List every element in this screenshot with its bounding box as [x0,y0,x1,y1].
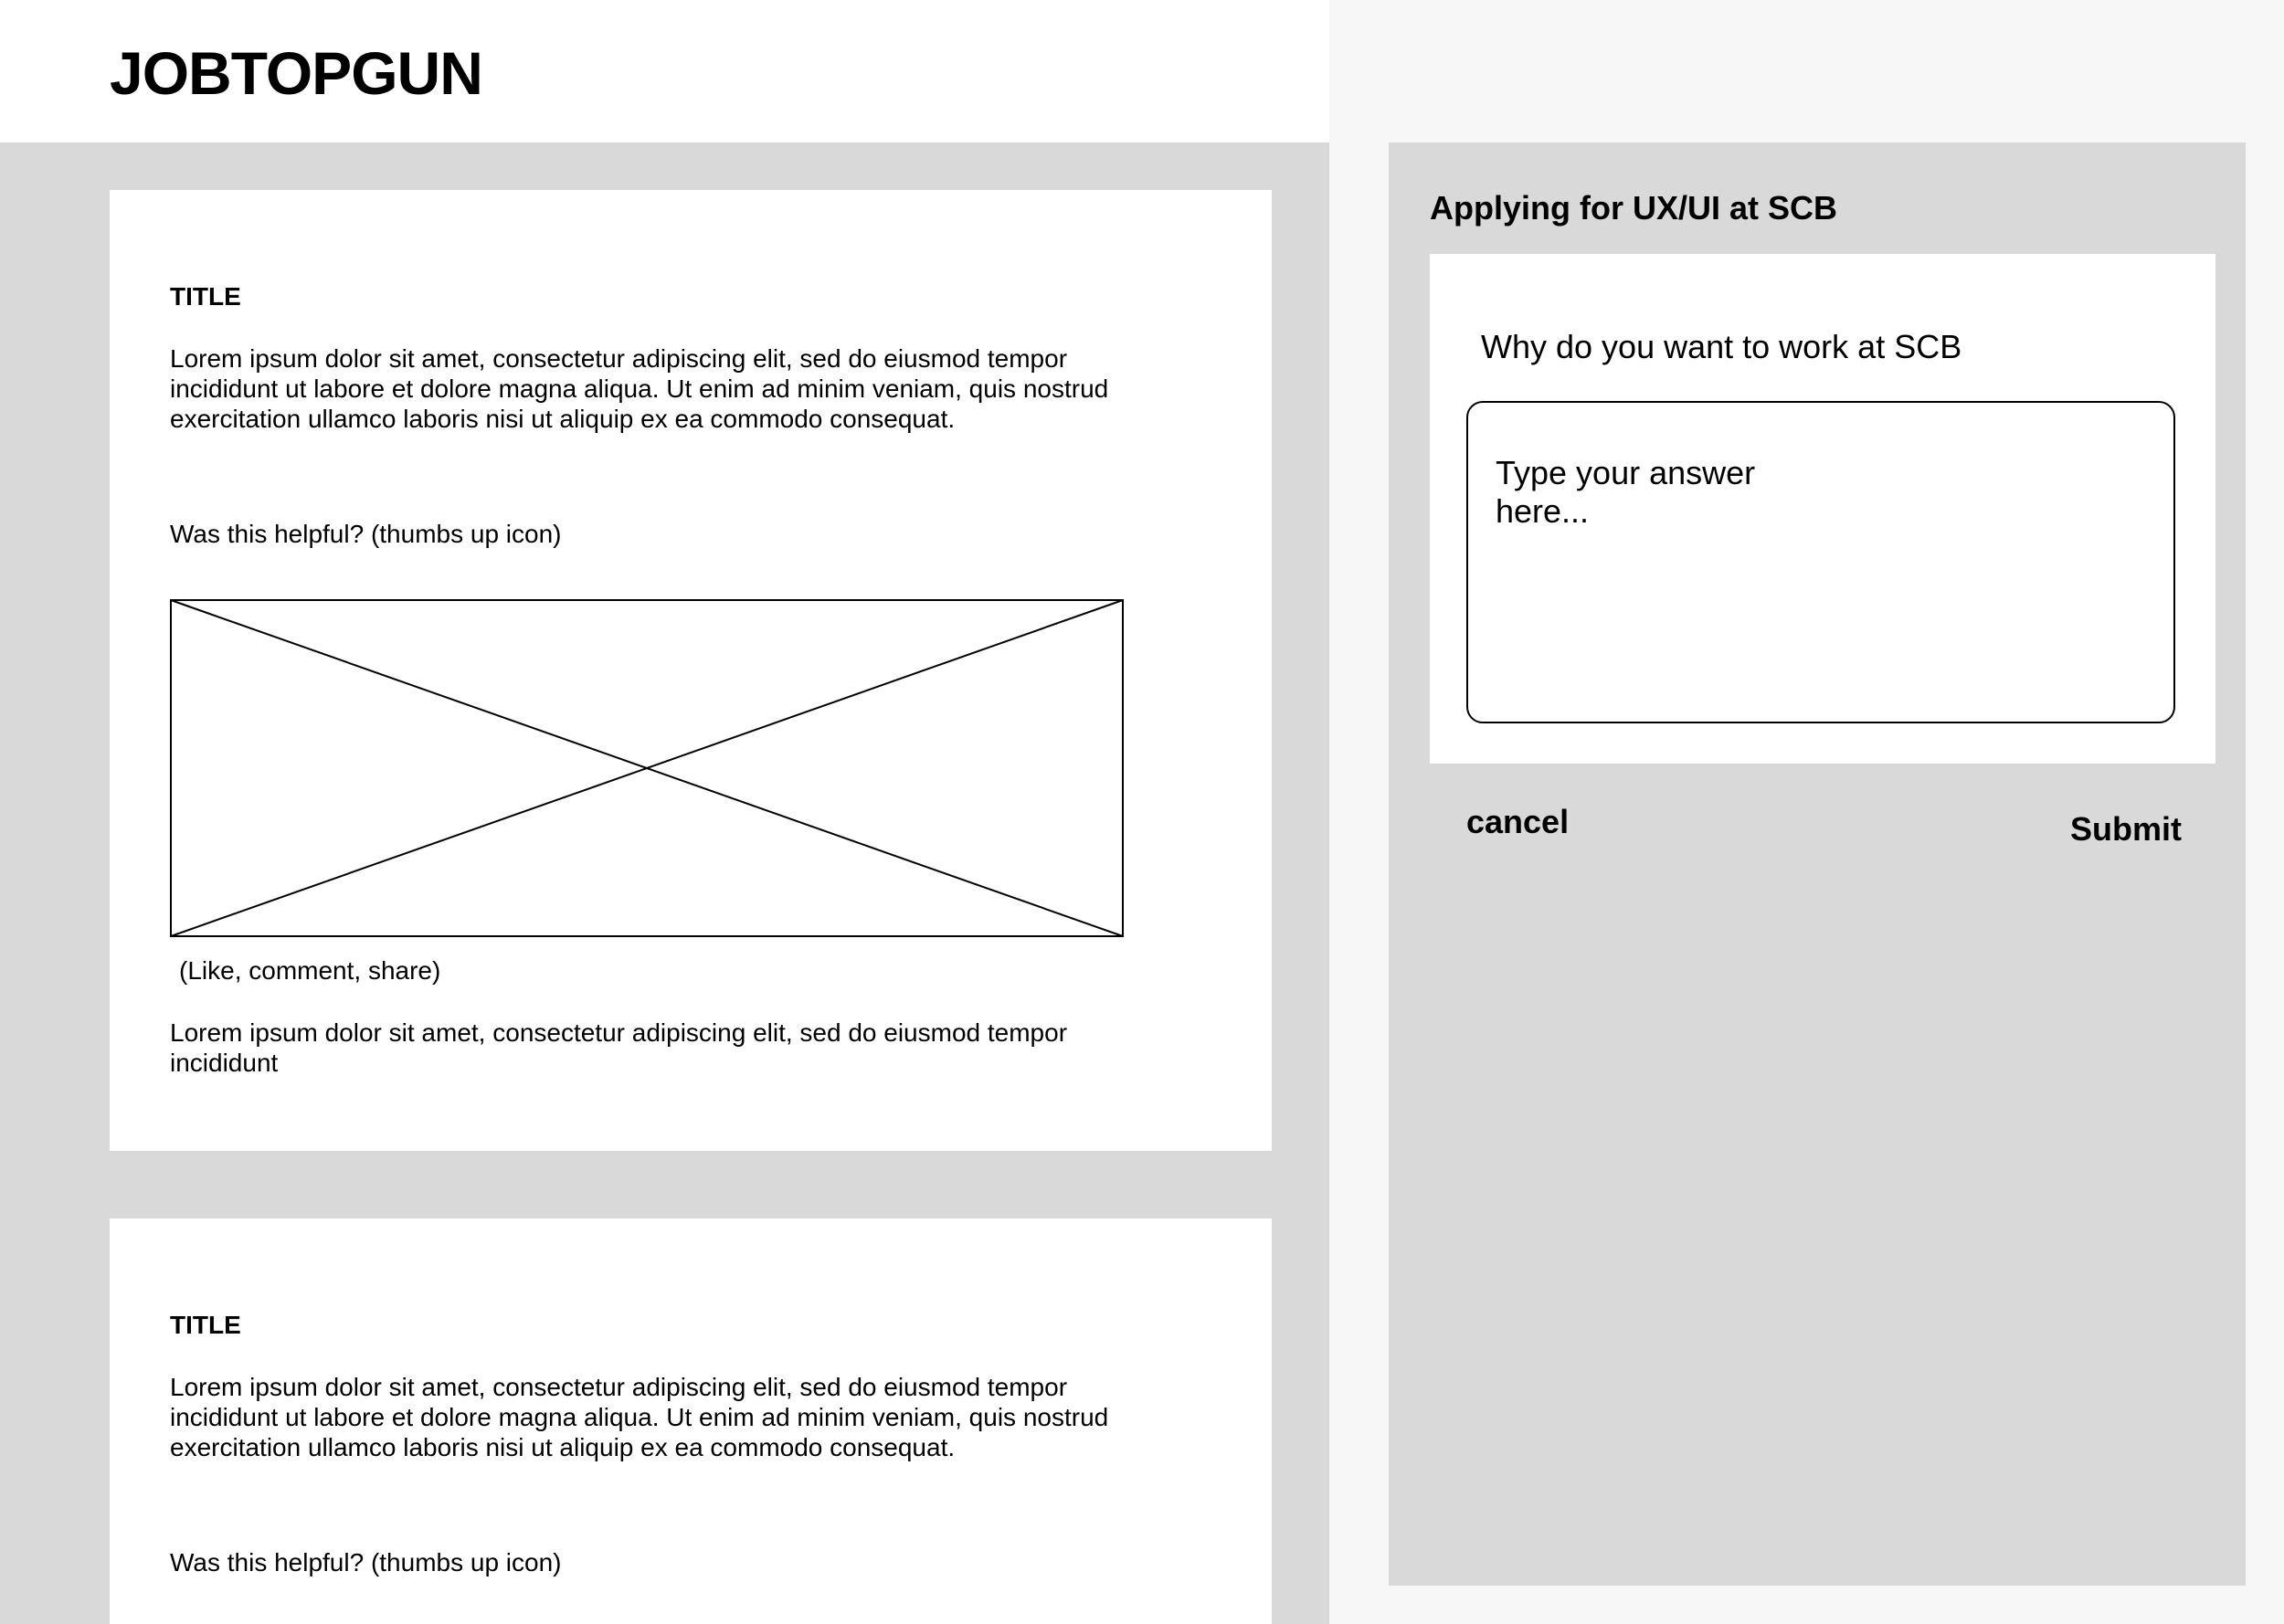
post-title: TITLE [170,282,241,311]
post-title: TITLE [170,1311,241,1339]
app-logo[interactable]: JOBTOPGUN [110,39,482,107]
post-card [110,190,1272,1151]
cancel-button[interactable]: cancel [1466,803,1570,840]
question-card [1430,254,2215,764]
application-heading: Applying for UX/UI at SCB [1430,189,1838,227]
submit-button[interactable]: Submit [2070,810,2182,848]
post-body: Lorem ipsum dolor sit amet, consectetur adipiscing elit, sed do eiusmod tempor incididunt ut labore et dolore magna aliqua. Ut enim ad minim veniam, quis nostrud exercitation ullamco laboris nisi ut aliquip ex ea commodo consequat. [170,344,1109,433]
top-bar [0,0,1329,142]
helpful-prompt[interactable]: Was this helpful? (thumbs up icon) [170,520,562,548]
post-body-secondary: Lorem ipsum dolor sit amet, consectetur adipiscing elit, sed do eiusmod tempor incididunt [170,1018,1068,1077]
image-placeholder-icon [170,599,1124,937]
post-card [110,1218,1272,1624]
post-body: Lorem ipsum dolor sit amet, consectetur adipiscing elit, sed do eiusmod tempor incididunt ut labore et dolore magna aliqua. Ut enim ad minim veniam, quis nostrud exercitation ullamco laboris nisi ut aliquip ex ea commodo consequat. [170,1373,1109,1461]
question-label: Why do you want to work at SCB [1481,328,1962,365]
feed [0,142,1329,1624]
application-panel [1389,142,2246,1586]
post-actions[interactable]: (Like, comment, share) [179,956,441,985]
helpful-prompt[interactable]: Was this helpful? (thumbs up icon) [170,1548,562,1577]
answer-input[interactable] [1466,401,2175,723]
